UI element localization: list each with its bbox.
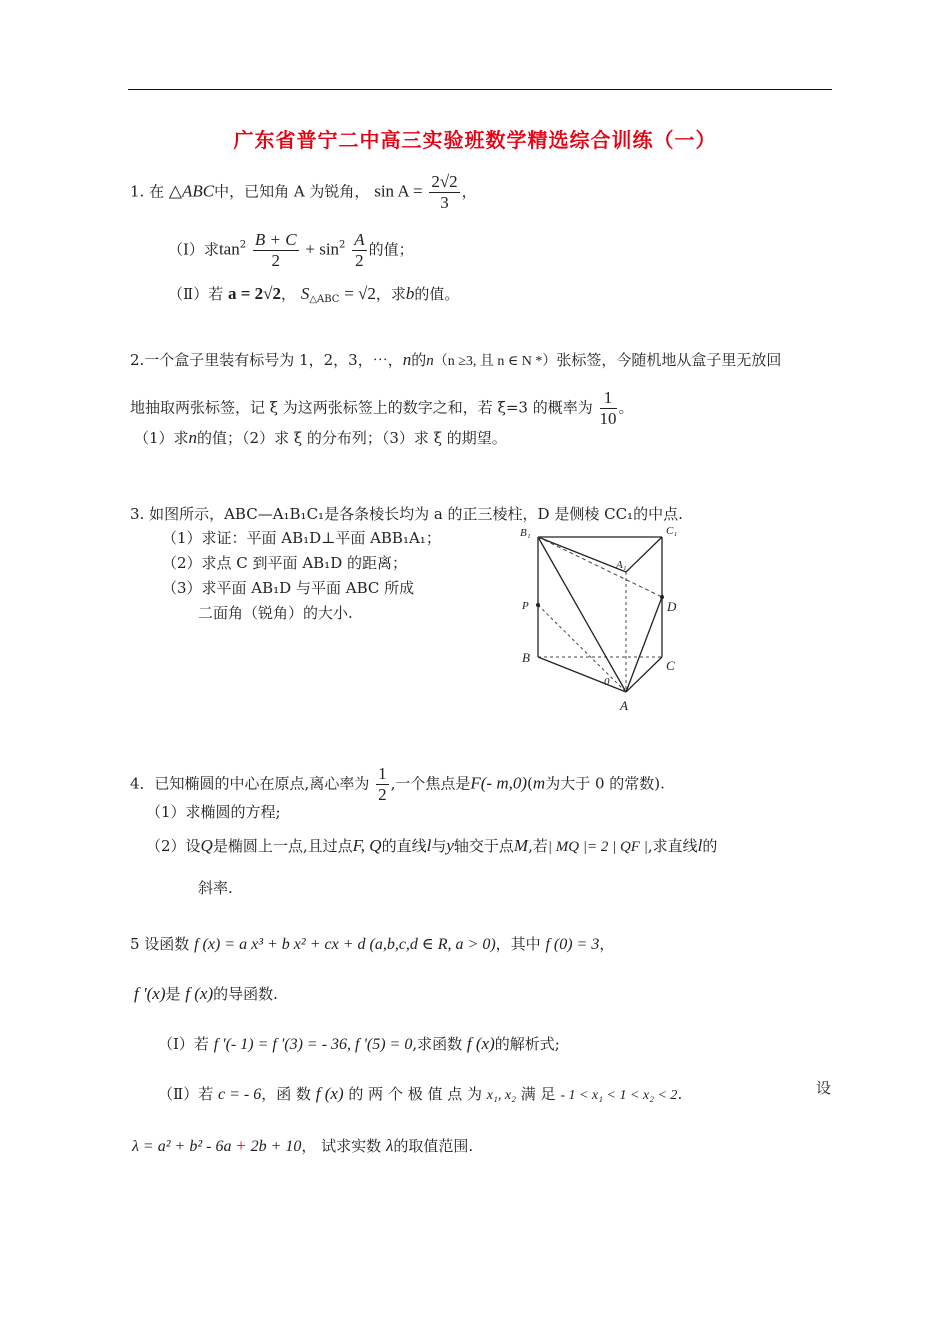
page-title: 广东省普宁二中高三实验班数学精选综合训练（一）	[233, 128, 717, 152]
p2-text-c: 张标签，今随机地从盒子里无放回	[556, 351, 782, 369]
p1-q1-end: 的值；	[368, 240, 414, 259]
p2-text-d: 地抽取两张标签，记 ξ 为这两张标签上的数字之和，若 ξ=3 的概率为	[130, 398, 593, 417]
p1-mid: 中，已知角 A 为锐角，	[214, 182, 370, 201]
p5-ii-ineq: - 1 < x₁ < 1 < x₂ < 2	[560, 1088, 678, 1103]
p1-q1-den1: 2	[271, 251, 280, 270]
problem-5-part-2	[158, 1084, 682, 1106]
p5-ii-c: c = - 6	[217, 1086, 262, 1103]
label-B1: B₁	[520, 527, 531, 539]
p4-q2-d: 与	[431, 837, 447, 855]
p1-q1-plus: + sin	[305, 239, 340, 259]
problem-2-line-2	[130, 388, 634, 429]
p1-end: ，	[461, 182, 477, 201]
label-O: 0	[604, 676, 610, 688]
p1-q1-frac1	[253, 230, 299, 271]
p5-lambda: λ	[385, 1136, 394, 1155]
p1-q1-den2: 2	[355, 251, 364, 270]
problem-1-part-1: （Ⅰ）求$\tan^2$ $\frac{B + C}{2}$ + $\sin^2$ $\frac{A}{2}$ 的值；	[168, 230, 414, 270]
p4-text-b: ,一个焦点是	[390, 774, 471, 793]
p4-m: m	[532, 773, 546, 793]
p1-q2-S: S	[300, 284, 310, 303]
label-C: C	[666, 658, 675, 673]
p1-q2-end: 的值。	[414, 285, 460, 303]
p1-q2-comma: ，	[281, 285, 297, 303]
p4-q2-b: 是椭圆上一点,且过点	[212, 837, 353, 855]
p2-frac-den: 10	[599, 409, 617, 428]
p2-frac-num: 1	[600, 388, 617, 409]
p1-q1-num2: A	[354, 230, 365, 249]
p2-text-f: （1）求	[134, 429, 189, 447]
p1-numerator: 2√2	[431, 172, 458, 191]
p5-fx2: f (x)	[185, 984, 214, 1003]
p2-fraction	[600, 388, 617, 429]
p4-text-a: 4．已知椭圆的中心在原点,离心率为	[130, 774, 370, 793]
label-B: B	[522, 650, 530, 665]
p1-sinA: sin A =	[374, 181, 423, 201]
label-D: D	[667, 599, 677, 614]
p4-l: l	[426, 836, 432, 855]
problem-3-q2: （2）求点 C 到平面 AB₁D 的距离；	[162, 554, 407, 572]
p4-FQ: F, Q	[352, 836, 382, 855]
p4-l2: l	[697, 836, 703, 855]
p5-ii-a: ，函 数	[261, 1085, 311, 1103]
p4-text-c: (	[527, 774, 533, 793]
p5-fx: f (x) = a x³ + b x² + cx + d (a,b,c,d ∈ R, a > 0)	[194, 936, 496, 953]
p5-f0: f (0) = 3	[545, 936, 600, 953]
p5-lam-b: 2b + 10	[250, 1138, 302, 1155]
p2-n1: n	[402, 350, 412, 369]
p4-q2-c: 的直线	[381, 837, 427, 855]
p4-q2-e: 轴交于点	[453, 837, 514, 855]
header-rule	[128, 89, 832, 90]
p5-lam-end: 的取值范围.	[393, 1137, 474, 1155]
label-A1: A₁	[616, 559, 627, 571]
p5-i-fx: f (x)	[466, 1034, 495, 1053]
p5-mid: ，其中	[495, 935, 541, 953]
p1-q1-frac2	[352, 230, 366, 271]
problem-4-line-1	[130, 764, 665, 805]
problem-3-q1: （1）求证：平面 AB₁D⊥平面 ABB₁A₁；	[162, 529, 441, 547]
p1-denominator: 3	[440, 193, 449, 212]
p4-q2-f: ,若	[528, 837, 548, 855]
p5-ii-b: 的 两 个 极 值 点 为	[348, 1085, 483, 1103]
p5-fprime: f '(x)	[134, 984, 166, 1003]
p5-ii-fx: f (x)	[315, 1084, 344, 1103]
problem-5-line-2	[134, 984, 278, 1004]
p4-text-d: 为大于 0 的常数).	[545, 774, 665, 793]
p2-text-e: 。	[618, 398, 634, 417]
p5-comma: ，	[599, 935, 615, 953]
p1-q1-tan: tan	[218, 239, 240, 259]
p5-lead: 5 设函数	[130, 935, 190, 953]
problem-4-q2	[146, 836, 717, 857]
p5-lam-mid: ， 试求实数	[301, 1137, 382, 1155]
problem-4-q1: （1）求椭圆的方程;	[146, 803, 281, 821]
p4-frac-den: 2	[378, 785, 387, 804]
p5-is: 是	[165, 985, 181, 1003]
p2-condition: （n ≥3, 且 n ∈ N *）	[433, 354, 557, 369]
p5-i-label: （Ⅰ）若	[158, 1035, 209, 1053]
p5-i-mid: ,求函数	[412, 1035, 463, 1053]
p4-focus: F(- m,0)	[470, 773, 528, 793]
p4-M: M	[513, 836, 529, 855]
p4-q2-g: ,求直线	[647, 837, 698, 855]
p4-condition: | MQ |= 2 | QF |	[547, 839, 648, 855]
p1-q2-mid: ，求	[375, 285, 406, 303]
label-P: P	[522, 600, 529, 612]
problem-5-lambda	[132, 1136, 473, 1157]
p5-i-cond: f '(- 1) = f '(3) = - 36, f '(5) = 0	[213, 1036, 413, 1053]
p4-q2-h: 的	[702, 837, 718, 855]
p5-ii-set: 设	[816, 1079, 832, 1097]
p1-q2-label: （Ⅱ）若	[168, 285, 224, 303]
p1-q1-label: （Ⅰ）求	[168, 240, 219, 259]
label-A: A	[620, 698, 628, 713]
problem-3-line-1: 3. 如图所示，ABC—A₁B₁C₁是各条棱长均为 a 的正三棱柱，D 是侧棱 CC₁的中点.	[130, 505, 683, 523]
p5-lam-a: λ = a² + b² - 6a	[132, 1138, 232, 1155]
p5-deriv: 的导函数.	[213, 985, 278, 1003]
p1-q2-a: a = 2√2	[227, 284, 282, 303]
p5-ii-c2: 满 足	[520, 1085, 556, 1103]
prism-figure	[510, 520, 700, 720]
p2-text-b: 的	[411, 351, 427, 369]
problem-2-line-1	[130, 350, 781, 372]
p2-n3: n	[188, 428, 198, 447]
p5-i-end: 的解析式;	[494, 1035, 560, 1053]
p4-fraction	[376, 764, 389, 805]
p5-lam-plus: +	[236, 1136, 246, 1155]
p4-q2-a: （2）设	[146, 837, 201, 855]
problem-5-part-1	[158, 1034, 560, 1055]
p1-triangle: △ABC	[168, 181, 215, 201]
problem-2-line-3	[134, 428, 507, 448]
problem-1-part-2	[168, 284, 459, 310]
p1-q2-Seq: = √2	[344, 284, 376, 303]
problem-4-q2-cont: 斜率.	[198, 879, 233, 897]
problem-3-q3-cont: 二面角（锐角）的大小.	[198, 604, 353, 622]
p5-ii-label: （Ⅱ）若	[158, 1085, 214, 1103]
p5-ii-x: x₁, x₂	[486, 1088, 516, 1103]
p5-ii-dot: .	[677, 1085, 683, 1103]
p1-lead: 1. 在	[130, 182, 165, 201]
p2-text-g: 的值；（2）求 ξ 的分布列；（3）求 ξ 的期望。	[197, 429, 507, 447]
p4-y: y	[446, 836, 454, 855]
p1-q1-num1: B + C	[254, 230, 297, 249]
p1-fraction	[429, 172, 459, 213]
p1-q2-Ssub: △ABC	[309, 294, 340, 305]
label-C1: C₁	[666, 525, 678, 537]
problem-3-q3: （3）求平面 AB₁D 与平面 ABC 所成	[162, 579, 415, 597]
problem-1	[130, 172, 477, 213]
p2-text-a: 2.一个盒子里装有标号为 1，2，3，⋯，	[130, 351, 403, 369]
p1-q2-b: b	[405, 284, 415, 303]
p4-frac-num: 1	[378, 764, 387, 783]
problem-5-line-1	[130, 934, 614, 955]
p2-n2: n	[426, 353, 434, 369]
p4-Q: Q	[200, 836, 213, 855]
